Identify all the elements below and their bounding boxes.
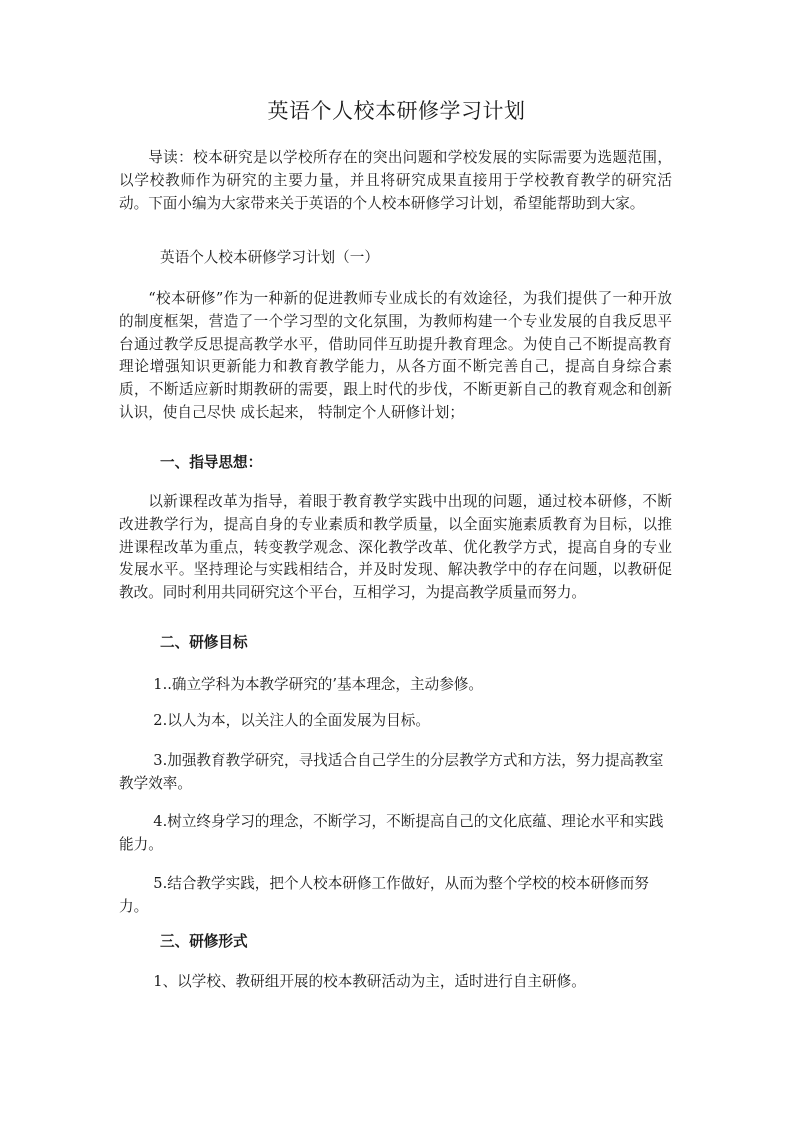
document-title: 英语个人校本研修学习计划: [267, 99, 526, 123]
heading-guiding-thought: 一、指导思想：: [160, 454, 263, 471]
section-title: 英语个人校本研修学习计划（一）: [160, 249, 379, 266]
goal-item: 5.结合教学实践，把个人校本研修工作做好，从而为整个学校的校本研修而努力。: [119, 875, 649, 915]
goal-item: 2.以人为本，以关注人的全面发展为目标。: [153, 712, 430, 729]
goal-item: 3.加强教育教学研究，寻找适合自己学生的分层教学方式和方法，努力提高教室教学效率。: [119, 752, 664, 792]
form-item: 1、以学校、教研组开展的校本教研活动为主，适时进行自主研修。: [153, 973, 586, 990]
heading-forms: 三、研修形式: [160, 933, 248, 950]
intro-paragraph: 导读：校本研究是以学校所存在的突出问题和学校发展的实际需要为选题范围，以学校教师作为研究的主要力量，并且将研究成果直接用于学校教育教学的研究活动。下面小编为大家带来关于英语的个人校本研修学习计划，希望能帮助到大家。: [119, 149, 672, 212]
guiding-paragraph: 以新课程改革为指导，着眼于教育教学实践中出现的问题，通过校本研修，不断改进教学行为，提高自身的专业素质和教学质量，以全面实施素质教育为目标，以推进课程改革为重点，转变教学观念、深化教学改革、优化教学方式，提高自身的专业发展水平。坚持理论与实践相结合，并及时发现、解决教学中的存在问题，以教研促教改。同时利用共同研究这个平台，互相学习，为提高教学质量而努力。: [119, 493, 672, 602]
preface-paragraph: “校本研修”作为一种新的促进教师专业成长的有效途径，为我们提供了一种开放的制度框架，营造了一个学习型的文化氛围，为教师构建一个专业发展的自我反思平台通过教学反思提高教学水平，借助同伴互助提升教育理念。为使自己不断提高教育理论增强知识更新能力和教育教学能力，从各方面不断完善自己，提高自身综合素质，不断适应新时期教研的需要，跟上时代的步伐，不断更新自己的教育观念和创新认识，使自己尽快 成长起来， 特制定个人研修计划；: [119, 290, 672, 421]
goal-item: 4.树立终身学习的理念，不断学习，不断提高自己的文化底蕴、理论水平和实践能力。: [119, 813, 664, 853]
goal-item: 1..确立学科为本教学研究的’基本理念，主动参修。: [153, 676, 483, 693]
heading-goals: 二、研修目标: [160, 634, 248, 651]
